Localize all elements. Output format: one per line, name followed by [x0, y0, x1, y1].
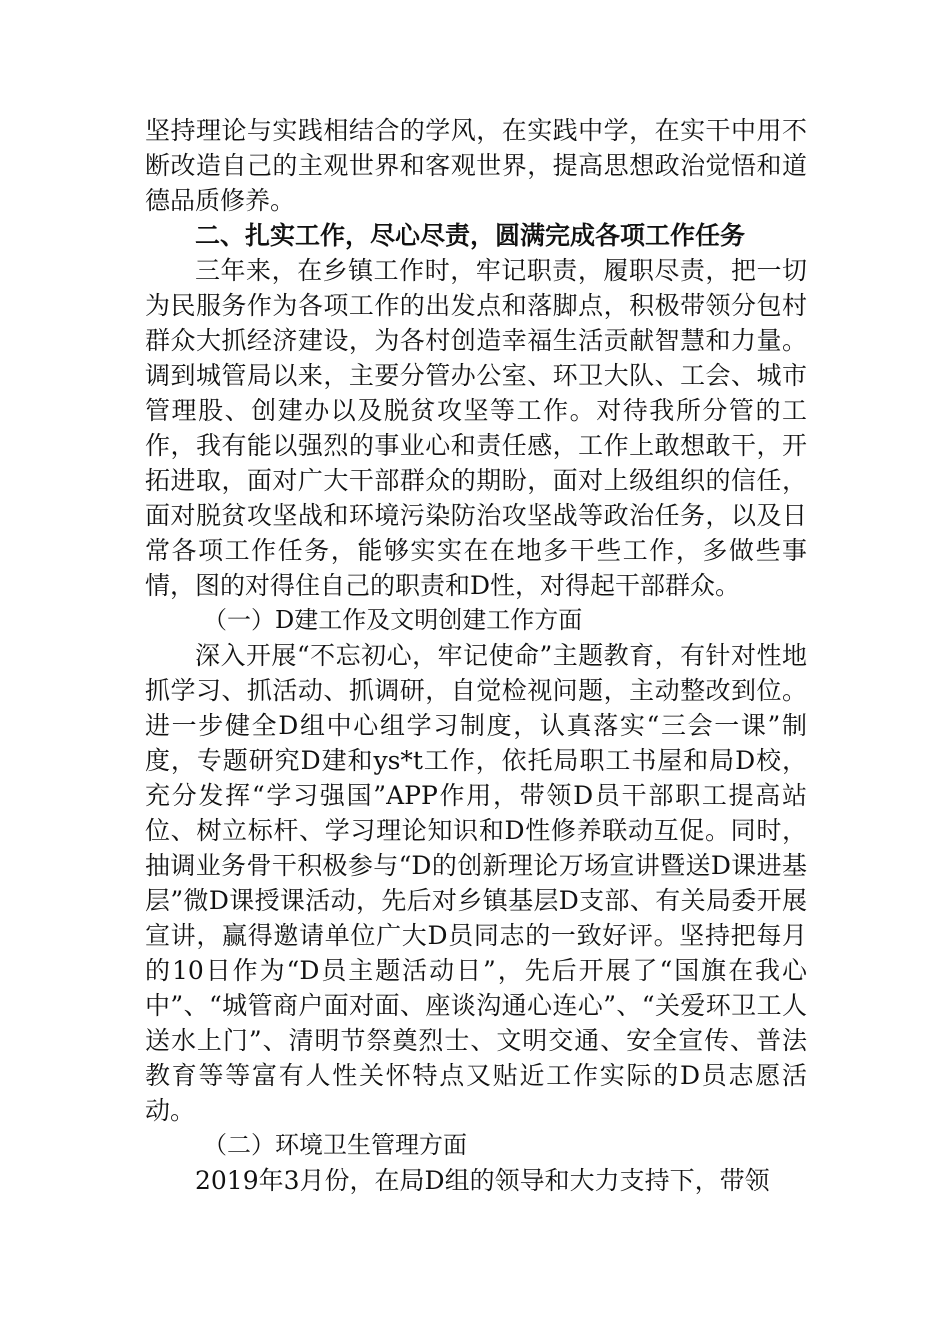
document-body: [145, 113, 807, 1198]
paragraph-party-building: 深入开展“不忘初心，牢记使命”主题教育，有针对性地抓学习、抓活动、抓调研，自觉检视问题，主动整改到位。进一步健全D组中心组学习制度，认真落实“三会一课”制度，专题研究D建和ys*t工作，依托局职工书屋和局D校，充分发挥“学习强国”APP作用，带领D员干部职工提高站位、树立标杆、学习理论知识和D性修养联动互促。同时，抽调业务骨干积极参与“D的创新理论万场宣讲暨送D课进基层”微D课授课活动，先后对乡镇基层D支部、有关局委开展宣讲，赢得邀请单位广大D员同志的一致好评。坚持把每月的10日作为“D员主题活动日”，先后开展了“国旗在我心中”、“城管商户面对面、座谈沟通心连心”、“关爱环卫工人送水上门”、清明节祭奠烈士、文明交通、安全宣传、普法教育等等富有人性关怀特点又贴近工作实际的D员志愿活动。: [145, 641, 807, 1125]
paragraph-intro: 坚持理论与实践相结合的学风，在实践中学，在实干中用不断改造自己的主观世界和客观世界，提高思想政治觉悟和道德品质修养。: [145, 116, 807, 215]
paragraph-environment: 2019年3月份，在局D组的领导和大力支持下，带领: [195, 1166, 770, 1195]
subheading-party-building: （一）D建工作及文明创建工作方面: [203, 606, 583, 634]
paragraph-work-summary: 三年来，在乡镇工作时，牢记职责，履职尽责，把一切为民服务作为各项工作的出发点和落脚点，积极带领分包村群众大抓经济建设，为各村创造幸福生活贡献智慧和力量。调到城管局以来，主要分管办公室、环卫大队、工会、城市管理股、创建办以及脱贫攻坚等工作。对待我所分管的工作，我有能以强烈的事业心和责任感，工作上敢想敢干，开拓进取，面对广大干部群众的期盼，面对上级组织的信任，面对脱贫攻坚战和环境污染防治攻坚战等政治任务，以及日常各项工作任务，能够实实在在地多干些工作，多做些事情，图的对得住自己的职责和D性，对得起干部群众。: [145, 256, 807, 600]
subheading-environment: （二）环境卫生管理方面: [203, 1131, 467, 1159]
section-heading-2: 二、扎实工作，尽心尽责，圆满完成各项工作任务: [195, 221, 746, 250]
